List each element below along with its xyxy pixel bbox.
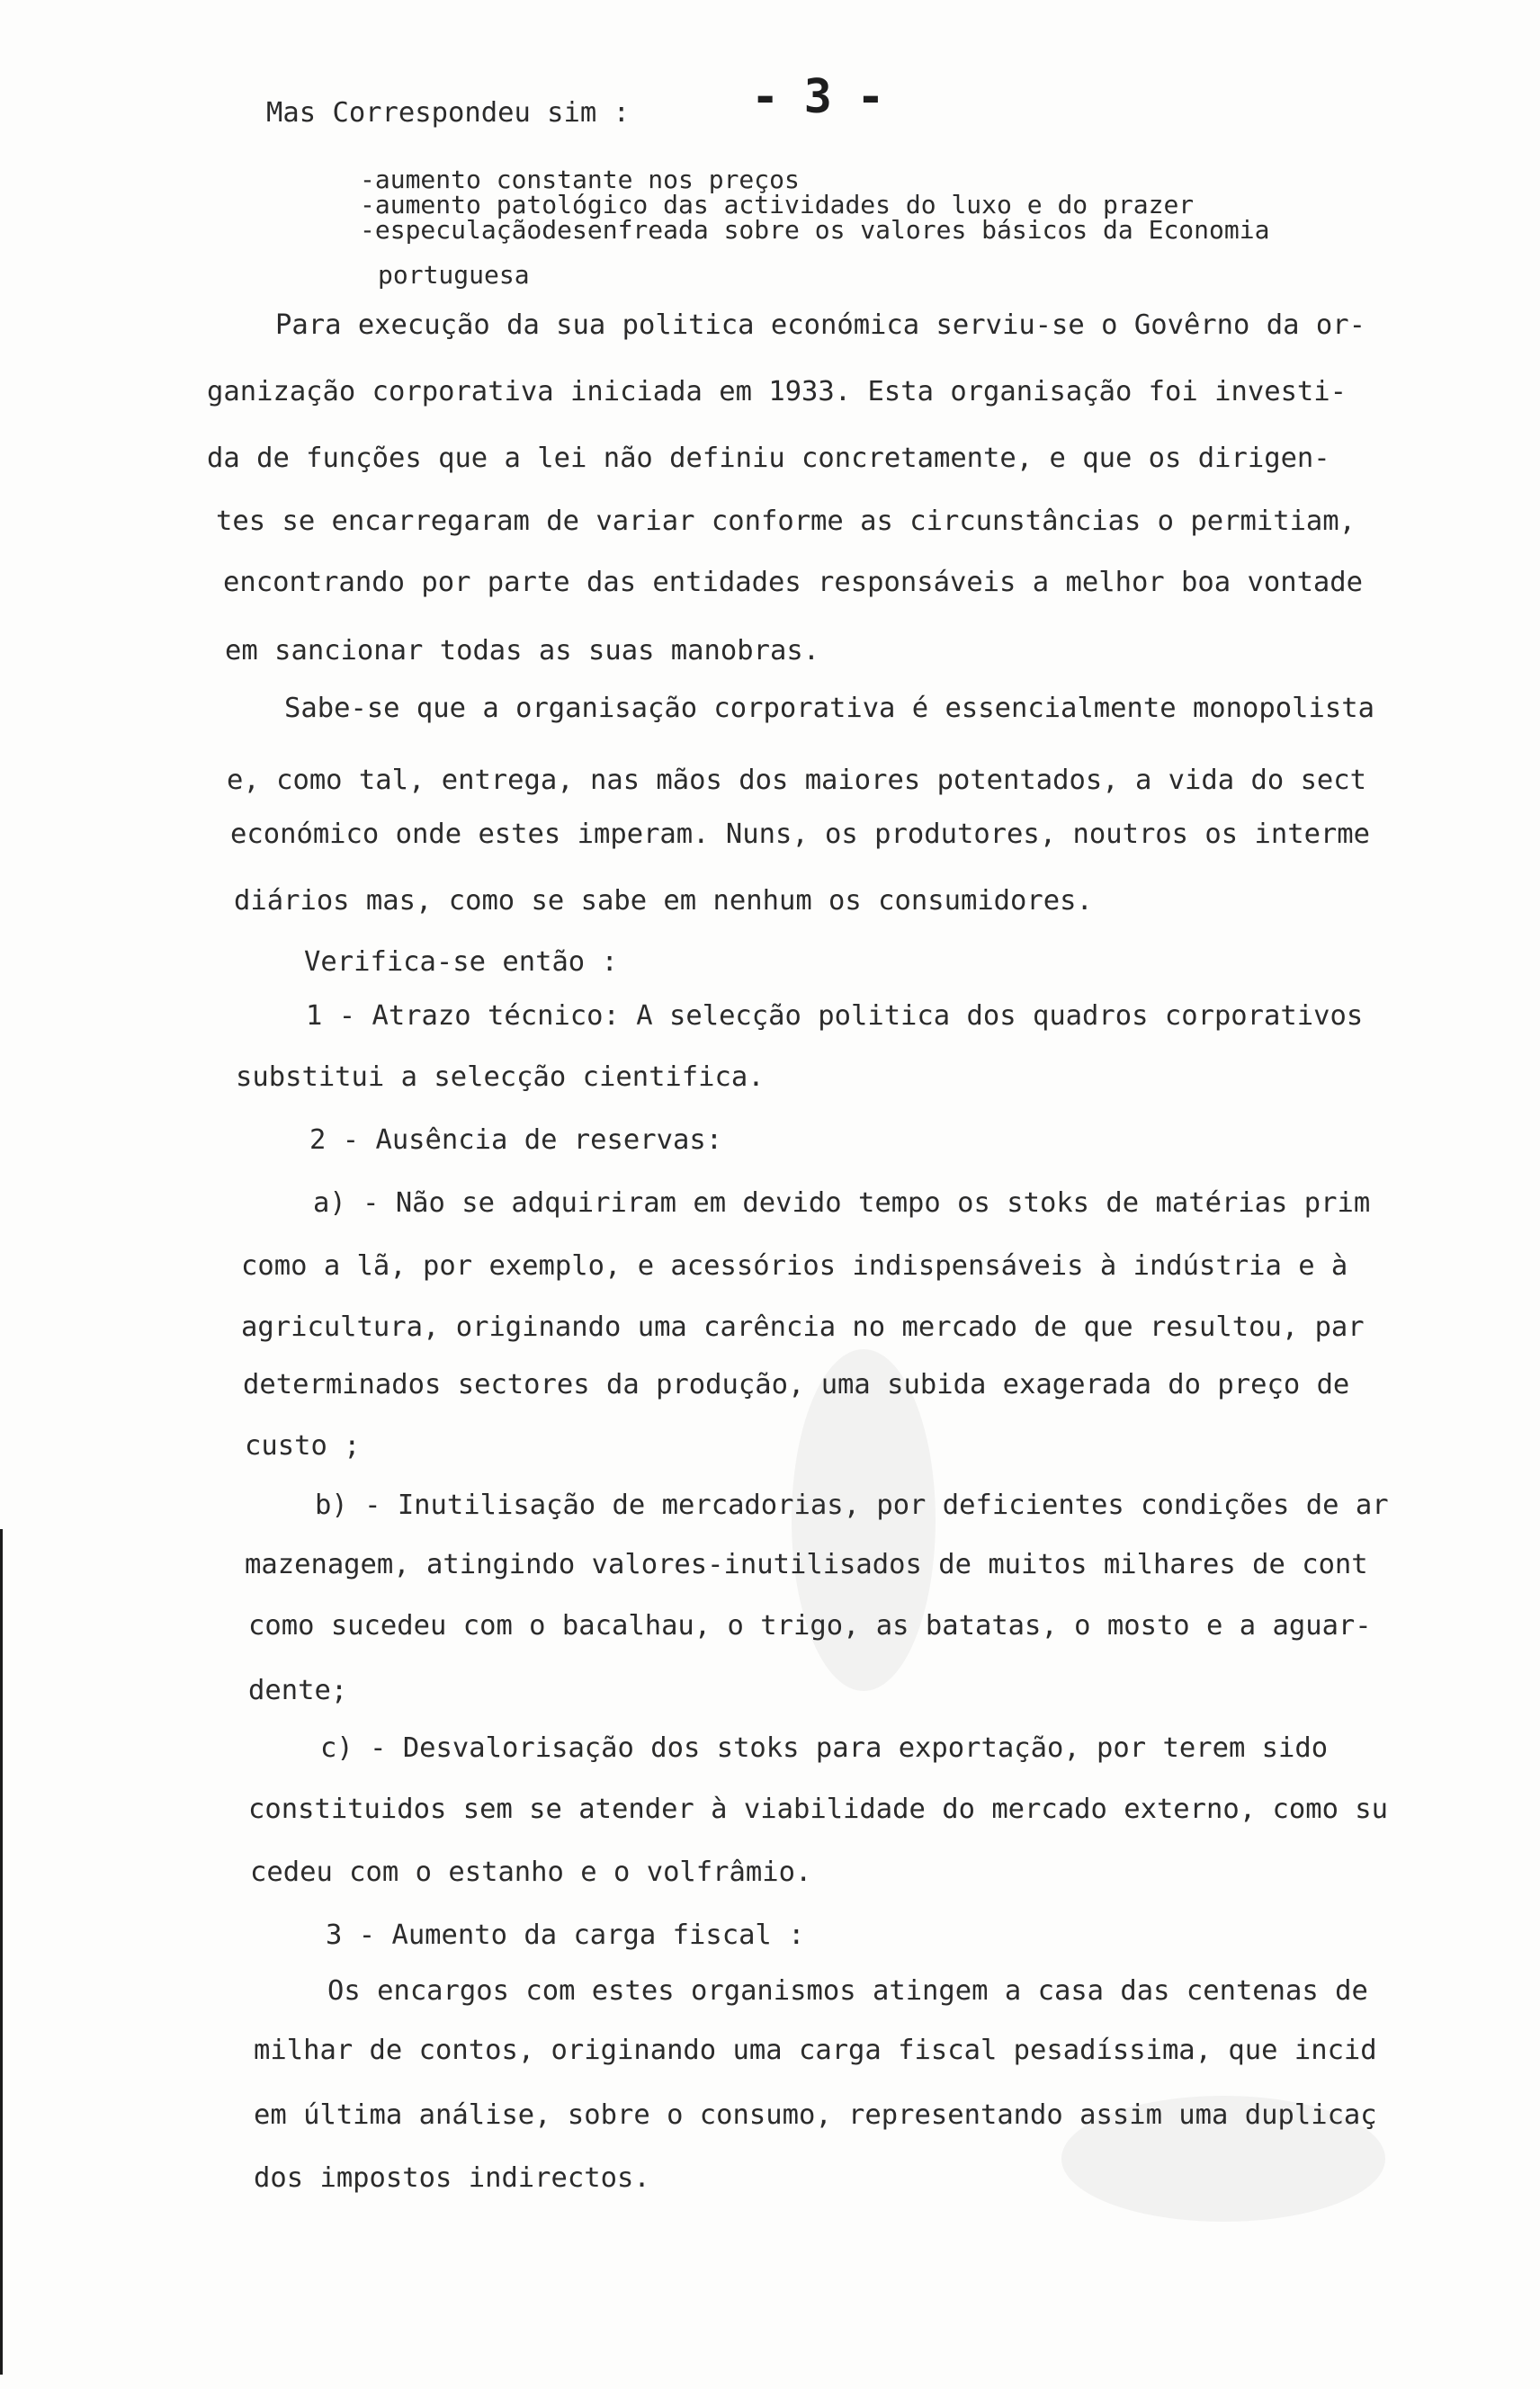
paragraph-line: cedeu com o estanho e o volfrâmio. xyxy=(250,1857,812,1888)
paragraph-line: tes se encarregaram de variar conforme as circunstâncias o permitiam, xyxy=(216,506,1356,537)
paragraph-line: como a lã, por exemplo, e acessórios indispensáveis à indústria e à xyxy=(241,1250,1348,1282)
paragraph-line: b) - Inutilisação de mercadorias, por deficientes condições de ar xyxy=(315,1490,1389,1521)
paragraph-line: agricultura, originando uma carência no mercado de que resultou, par xyxy=(241,1311,1365,1343)
page-number: - 3 - xyxy=(751,70,883,124)
paragraph-line: custo ; xyxy=(245,1430,361,1462)
paragraph-line: dos impostos indirectos. xyxy=(254,2162,650,2194)
dash-list-item: portuguesa xyxy=(378,260,530,290)
dash-list-item: -especulaçãodesenfreada sobre os valores básicos da Economia xyxy=(360,215,1270,245)
paragraph-line: diários mas, como se sabe em nenhum os consumidores. xyxy=(234,885,1093,917)
paragraph-line: Verifica-se então : xyxy=(304,946,618,978)
paragraph-line: constituidos sem se atender à viabilidade do mercado externo, como su xyxy=(248,1794,1389,1825)
page-edge-shadow xyxy=(0,1529,3,2375)
heading: Mas Correspondeu sim : xyxy=(266,97,630,129)
paragraph-line: em sancionar todas as suas manobras. xyxy=(225,635,820,667)
paragraph-line: ganização corporativa iniciada em 1933. Esta organisação foi investi- xyxy=(207,376,1348,407)
paragraph-line: dente; xyxy=(248,1675,348,1706)
paragraph-line: como sucedeu com o bacalhau, o trigo, as batatas, o mosto e a aguar- xyxy=(248,1610,1372,1642)
paragraph-line: Sabe-se que a organisação corporativa é essencialmente monopolista xyxy=(284,693,1374,724)
paragraph-line: em última análise, sobre o consumo, representando assim uma duplicaç xyxy=(254,2099,1377,2131)
list-item-heading: 2 - Ausência de reservas: xyxy=(309,1124,723,1156)
paragraph-line: da de funções que a lei não definiu concretamente, e que os dirigen- xyxy=(207,443,1330,474)
paragraph-line: c) - Desvalorisação dos stoks para exportação, por terem sido xyxy=(320,1732,1329,1764)
paragraph-line: substitui a selecção cientifica. xyxy=(236,1061,765,1093)
paragraph-line: Os encargos com estes organismos atingem a casa das centenas de xyxy=(327,1975,1368,2007)
dash-list-item: -aumento constante nos preços xyxy=(360,165,800,194)
paragraph-line: económico onde estes imperam. Nuns, os produtores, noutros os interme xyxy=(230,819,1371,850)
paragraph-line: milhar de contos, originando uma carga fiscal pesadíssima, que incid xyxy=(254,2035,1377,2066)
paragraph-line: Para execução da sua politica económica serviu-se o Govêrno da or- xyxy=(275,309,1365,341)
paragraph-line: determinados sectores da produção, uma subida exagerada do preço de xyxy=(243,1369,1350,1400)
paragraph-line: mazenagem, atingindo valores-inutilisados de muitos milhares de cont xyxy=(245,1549,1368,1580)
paragraph-line: encontrando por parte das entidades responsáveis a melhor boa vontade xyxy=(223,567,1364,598)
paragraph-line: a) - Não se adquiriram em devido tempo os stoks de matérias prim xyxy=(313,1187,1371,1219)
paragraph-line: e, como tal, entrega, nas mãos dos maiores potentados, a vida do sect xyxy=(227,765,1367,796)
list-item-heading: 1 - Atrazo técnico: A selecção politica dos quadros corporativos xyxy=(306,1000,1364,1032)
dash-list-item: -aumento patológico das actividades do luxo e do prazer xyxy=(360,190,1195,219)
list-item-heading: 3 - Aumento da carga fiscal : xyxy=(326,1919,805,1951)
